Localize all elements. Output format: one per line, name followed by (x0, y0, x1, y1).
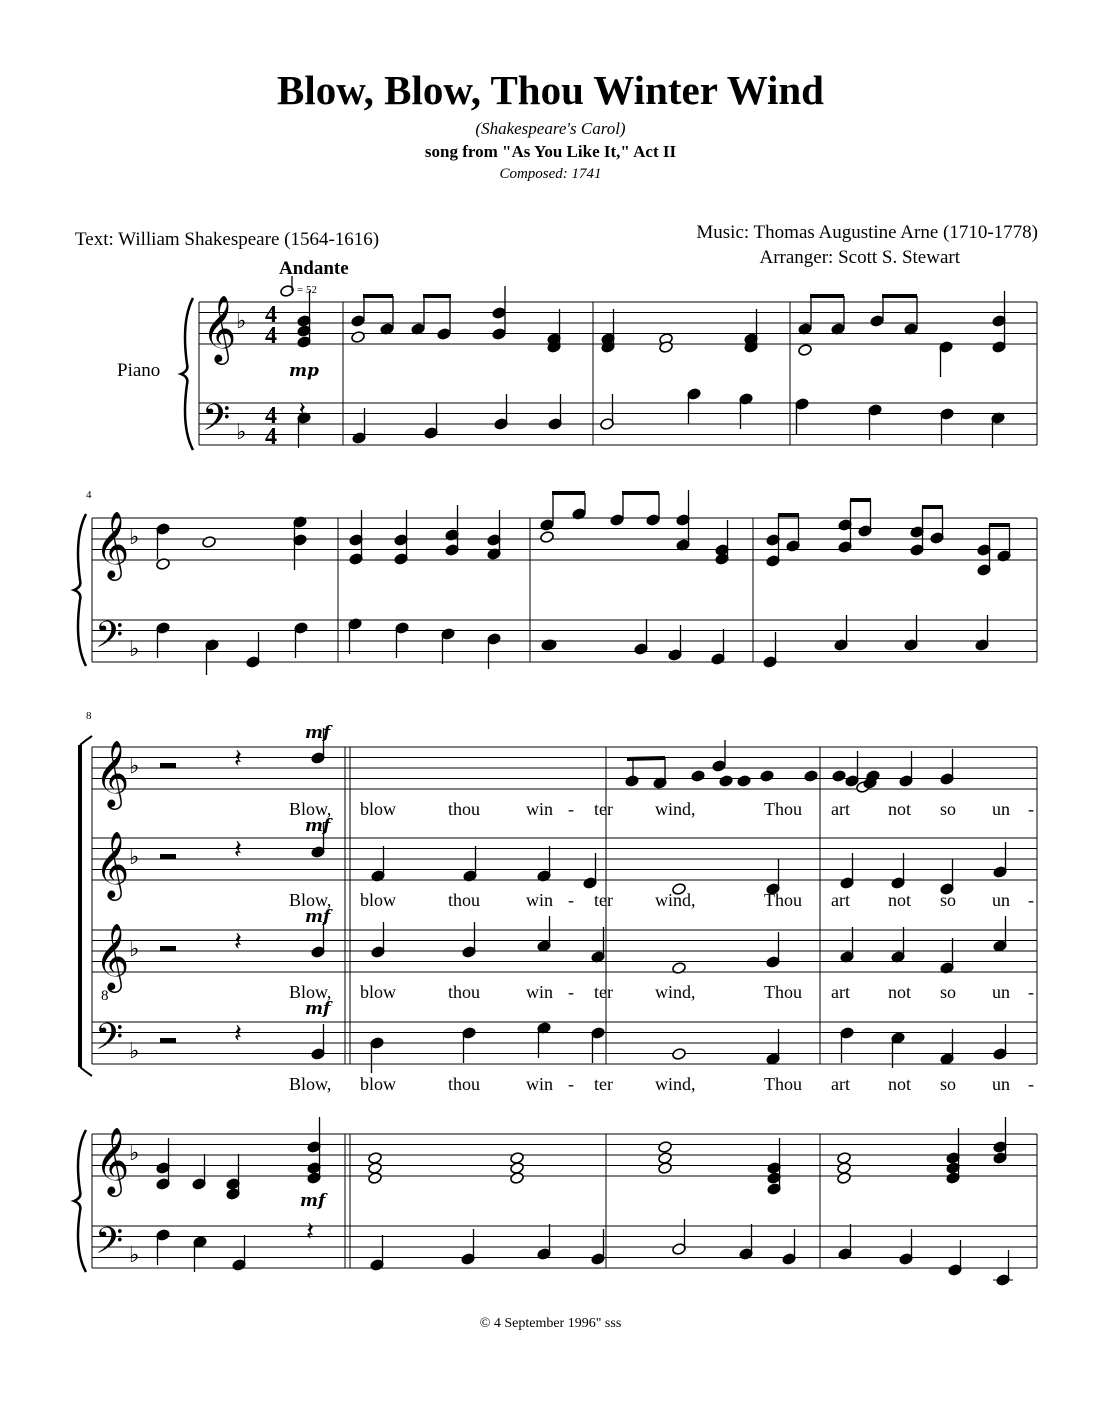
notehead (658, 1162, 673, 1175)
notehead (368, 1172, 383, 1185)
piano-brace (74, 514, 86, 666)
lyric-syllable: so (940, 890, 957, 910)
notehead (870, 315, 885, 328)
copyright-footer: © 4 September 1996" sss (479, 1316, 622, 1331)
notehead (672, 1048, 687, 1061)
flat-key-signature: ♭ (129, 1039, 140, 1064)
time-signature-bass: 4 (265, 403, 277, 429)
lyric-syllable: ter (594, 1074, 613, 1094)
lyric-syllable: thou (448, 1074, 481, 1094)
half-rest (160, 1038, 176, 1043)
lyric-syllable: Thou (764, 890, 802, 910)
lyric-syllable: win (526, 799, 553, 819)
lyric-syllable: Thou (764, 1074, 802, 1094)
time-signature-treble: 4 (265, 302, 277, 328)
lyric-syllable: wind, (655, 1074, 696, 1094)
lyric-syllable: Blow, (289, 890, 332, 910)
lyric-syllable: un (992, 982, 1010, 1002)
notes (156, 276, 1013, 1286)
dynamic-mf-alto: mf (305, 816, 331, 836)
lyric-syllable: not (888, 982, 912, 1002)
quarter-rest: 𝄽 (298, 397, 306, 427)
time-signature-bass: 4 (265, 424, 277, 450)
treble-clef: 𝄞 (95, 510, 130, 578)
notehead (837, 1172, 852, 1185)
notehead (646, 514, 661, 527)
lyric-syllable: not (888, 799, 912, 819)
quarter-rest: 𝄽 (234, 927, 242, 957)
notehead (712, 760, 727, 773)
notehead (610, 514, 625, 527)
composer-credit: Music: Thomas Augustine Arne (1710-1778) (696, 222, 1038, 243)
flat-key-signature: ♭ (236, 420, 247, 445)
quarter-rest: 𝄽 (234, 1019, 242, 1049)
dynamic-mf-tenor: mf (305, 907, 331, 927)
lyric-syllable: art (831, 799, 850, 819)
lyric-syllable: art (831, 1074, 850, 1094)
treble-clef: 𝄞 (95, 830, 130, 898)
notehead (202, 536, 217, 549)
notehead (540, 531, 555, 544)
lyric-syllable: - (1028, 890, 1034, 910)
bracket-hook (80, 1067, 92, 1076)
score-text (101, 361, 1034, 1211)
lyric-syllable: thou (448, 982, 481, 1002)
dynamic-mp: mp (289, 361, 319, 381)
notehead (760, 770, 775, 783)
flat-key-signature: ♭ (129, 637, 140, 662)
lyric-syllable: win (526, 982, 553, 1002)
lyric-syllable: Thou (764, 799, 802, 819)
lyric-syllable: art (831, 890, 850, 910)
lyric-syllable: - (1028, 1074, 1034, 1094)
lyric-syllable: - (1028, 799, 1034, 819)
quarter-rest: 𝄽 (234, 744, 242, 774)
quarter-rest: 𝄽 (234, 835, 242, 865)
notehead (437, 328, 452, 341)
notehead (658, 1141, 673, 1154)
lyric-syllable: Blow, (289, 1074, 332, 1094)
lyric-syllable: - (568, 1074, 574, 1094)
clefs (95, 294, 277, 1271)
lyric-syllable: ter (594, 890, 613, 910)
lyric-syllable: - (568, 890, 574, 910)
time-signature-treble: 4 (265, 323, 277, 349)
flat-key-signature: ♭ (129, 937, 140, 962)
lyric-syllable: wind, (655, 890, 696, 910)
bass-clef: 𝄢 (202, 397, 231, 448)
bass-clef: 𝄢 (95, 1220, 124, 1271)
tenor-octave-8: 8 (101, 988, 109, 1004)
lyric-syllable: un (992, 1074, 1010, 1094)
lyric-syllable: Thou (764, 982, 802, 1002)
arranger-credit: Arranger: Scott S. Stewart (759, 247, 960, 268)
lyricist-credit: Text: William Shakespeare (1564-1616) (75, 229, 380, 250)
lyric-syllable: - (568, 982, 574, 1002)
dynamic-mf-bass: mf (305, 999, 331, 1019)
lyric-syllable: blow (360, 982, 396, 1002)
lyric-syllable: un (992, 799, 1010, 819)
notehead (540, 519, 555, 532)
lyric-syllable: not (888, 1074, 912, 1094)
metronome-value: = 52 (297, 284, 317, 296)
lyric-syllable: thou (448, 890, 481, 910)
half-rest (160, 763, 176, 768)
lyric-syllable: thou (448, 799, 481, 819)
lyric-syllable: ter (594, 799, 613, 819)
lyric-syllable: wind, (655, 799, 696, 819)
flat-key-signature: ♭ (129, 1141, 140, 1166)
measure-number-4: 4 (86, 489, 92, 501)
lyric-syllable: blow (360, 799, 396, 819)
bass-clef: 𝄢 (95, 1016, 124, 1067)
notehead (737, 775, 752, 788)
barlines (92, 302, 1037, 1268)
dynamic-mf-soprano: mf (305, 723, 331, 743)
flat-key-signature: ♭ (129, 1243, 140, 1268)
notehead (691, 770, 706, 783)
notehead (798, 344, 813, 357)
notehead (804, 770, 819, 783)
notehead (625, 775, 640, 788)
lyric-syllable: - (568, 799, 574, 819)
source-line: song from "As You Like It," Act II (424, 142, 677, 161)
half-rest (160, 854, 176, 859)
flat-key-signature: ♭ (129, 754, 140, 779)
bracket-hook (80, 736, 92, 745)
composed-date: Composed: 1741 (499, 166, 602, 182)
lyric-syllable: un (992, 890, 1010, 910)
treble-clef: 𝄞 (95, 739, 130, 807)
lyric-syllable: blow (360, 890, 396, 910)
flat-key-signature: ♭ (129, 845, 140, 870)
lyric-syllable: win (526, 890, 553, 910)
notehead (719, 775, 734, 788)
dynamic-mf-piano: mf (300, 1191, 326, 1211)
notehead (351, 315, 366, 328)
piano-brace (74, 1130, 86, 1272)
staff-lines (92, 302, 1037, 1268)
notehead (351, 331, 366, 344)
notehead (832, 770, 847, 783)
lyric-syllable: win (526, 1074, 553, 1094)
notehead (156, 558, 171, 571)
lyric-syllable: wind, (655, 982, 696, 1002)
instrument-label: Piano (117, 360, 161, 381)
lyric-syllable: - (1028, 982, 1034, 1002)
lyric-syllable: not (888, 890, 912, 910)
subtitle: (Shakespeare's Carol) (475, 119, 626, 138)
notehead (672, 962, 687, 975)
lyric-syllable: Blow, (289, 799, 332, 819)
notehead (492, 328, 507, 341)
lyric-syllable: blow (360, 1074, 396, 1094)
half-rest (160, 946, 176, 951)
piano-brace (181, 298, 193, 450)
tempo-marking: Andante (279, 258, 349, 279)
flat-key-signature: ♭ (129, 525, 140, 550)
lyric-syllable: Blow, (289, 982, 332, 1002)
notehead (510, 1172, 525, 1185)
lyric-syllable: so (940, 1074, 957, 1094)
lyric-syllable: so (940, 982, 957, 1002)
measure-number-8: 8 (86, 710, 92, 722)
treble-clef: 𝄞 (95, 922, 130, 990)
treble-clef: 𝄞 (95, 1126, 130, 1194)
lyric-syllable: art (831, 982, 850, 1002)
bass-clef: 𝄢 (95, 614, 124, 665)
flat-key-signature: ♭ (236, 309, 247, 334)
notehead (492, 307, 507, 320)
lyric-syllable: so (940, 799, 957, 819)
page-title: Blow, Blow, Thou Winter Wind (277, 67, 824, 113)
quarter-rest: 𝄽 (306, 1217, 314, 1247)
notehead (572, 508, 587, 521)
treble-clef: 𝄞 (202, 294, 237, 362)
lyric-syllable: ter (594, 982, 613, 1002)
